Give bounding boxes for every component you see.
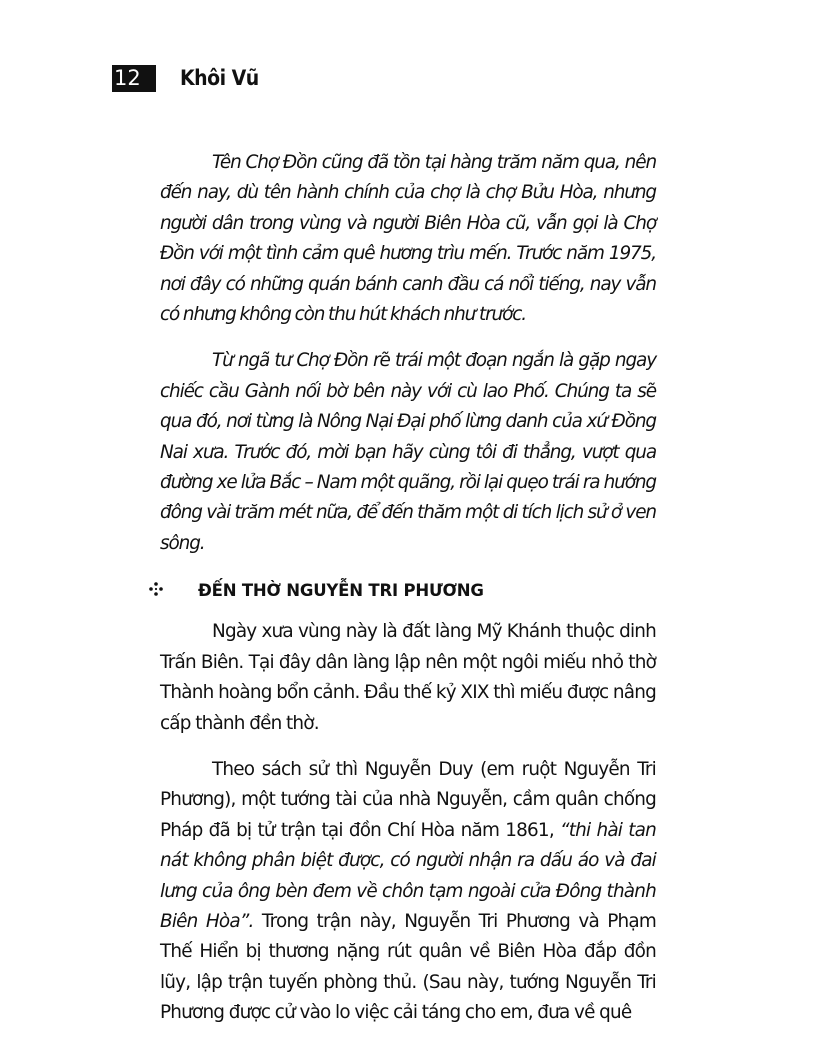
page-body [160,148,656,1029]
page-number: 12 [112,65,156,92]
paragraph-text: Theo sách sử thì Nguyễn Duy (em ruột Nguyễn Tri Phương), một tướng tài của nhà Nguyễn, cầm quân chống Pháp đã bị tử trận tại đồn Chí Hòa năm 1861, [160,758,656,841]
paragraph-cho-don: Tên Chợ Đồn cũng đã tồn tại hàng trăm năm qua, nên đến nay, dù tên hành chính của chợ là chợ Bửu Hòa, nhưng người dân trong vùng và người Biên Hòa cũ, vẫn gọi là Chợ Đồn với một tình cảm quê hương trìu mến. Trước năm 1975, nơi đây có những quán bánh canh đầu cá nổi tiếng, nay vẫn có nhưng không còn thu hút khách như trước. [160,152,656,326]
paragraph-cau-ganh: Từ ngã tư Chợ Đồn rẽ trái một đoạn ngắn là gặp ngay chiếc cầu Gành nối bờ bên này với cù lao Phố. Chúng ta sẽ qua đó, nơi từng là Nông Nại Đại phố lừng danh của xứ Đồng Nai xưa. Trước đó, mời bạn hãy cùng tôi đi thẳng, vượt qua đường xe lửa Bắc – Nam một quãng, rồi lại quẹo trái ra hướng đông vài trăm mét nữa, để đến thăm một di tích lịch sử ở ven sông. [160,350,656,554]
paragraph-nguyen-duy [160,755,656,1029]
section-heading [146,575,656,605]
diamond-dots-icon [146,581,166,600]
page-header [112,62,259,94]
paragraph-text-continued: Trong trận này, Nguyễn Tri Phương và Phạm Thế Hiển bị thương nặng rút quân về Biên Hòa đắp đồn lũy, lập trận tuyến phòng thủ. (Sau này, tướng Nguyễn Tri Phương được cử vào lo việc cải táng cho em, đưa về quê [160,910,656,1024]
paragraph-my-khanh: Ngày xưa vùng này là đất làng Mỹ Khánh thuộc dinh Trấn Biên. Tại đây dân làng lập nên một ngôi miếu nhỏ thờ Thành hoàng bổn cảnh. Đầu thế kỷ XIX thì miếu được nâng cấp thành đền thờ. [160,621,656,734]
section-title: ĐẾN THỜ NGUYỄN TRI PHƯƠNG [198,580,484,600]
quoted-text: “thi hài tan nát không phân biệt được, có người nhận ra dấu áo và đai lưng của ông bèn đem về chôn tạm ngoài cửa Đông thành Biên Hòa”. [160,819,656,932]
running-author: Khôi Vũ [180,66,259,90]
